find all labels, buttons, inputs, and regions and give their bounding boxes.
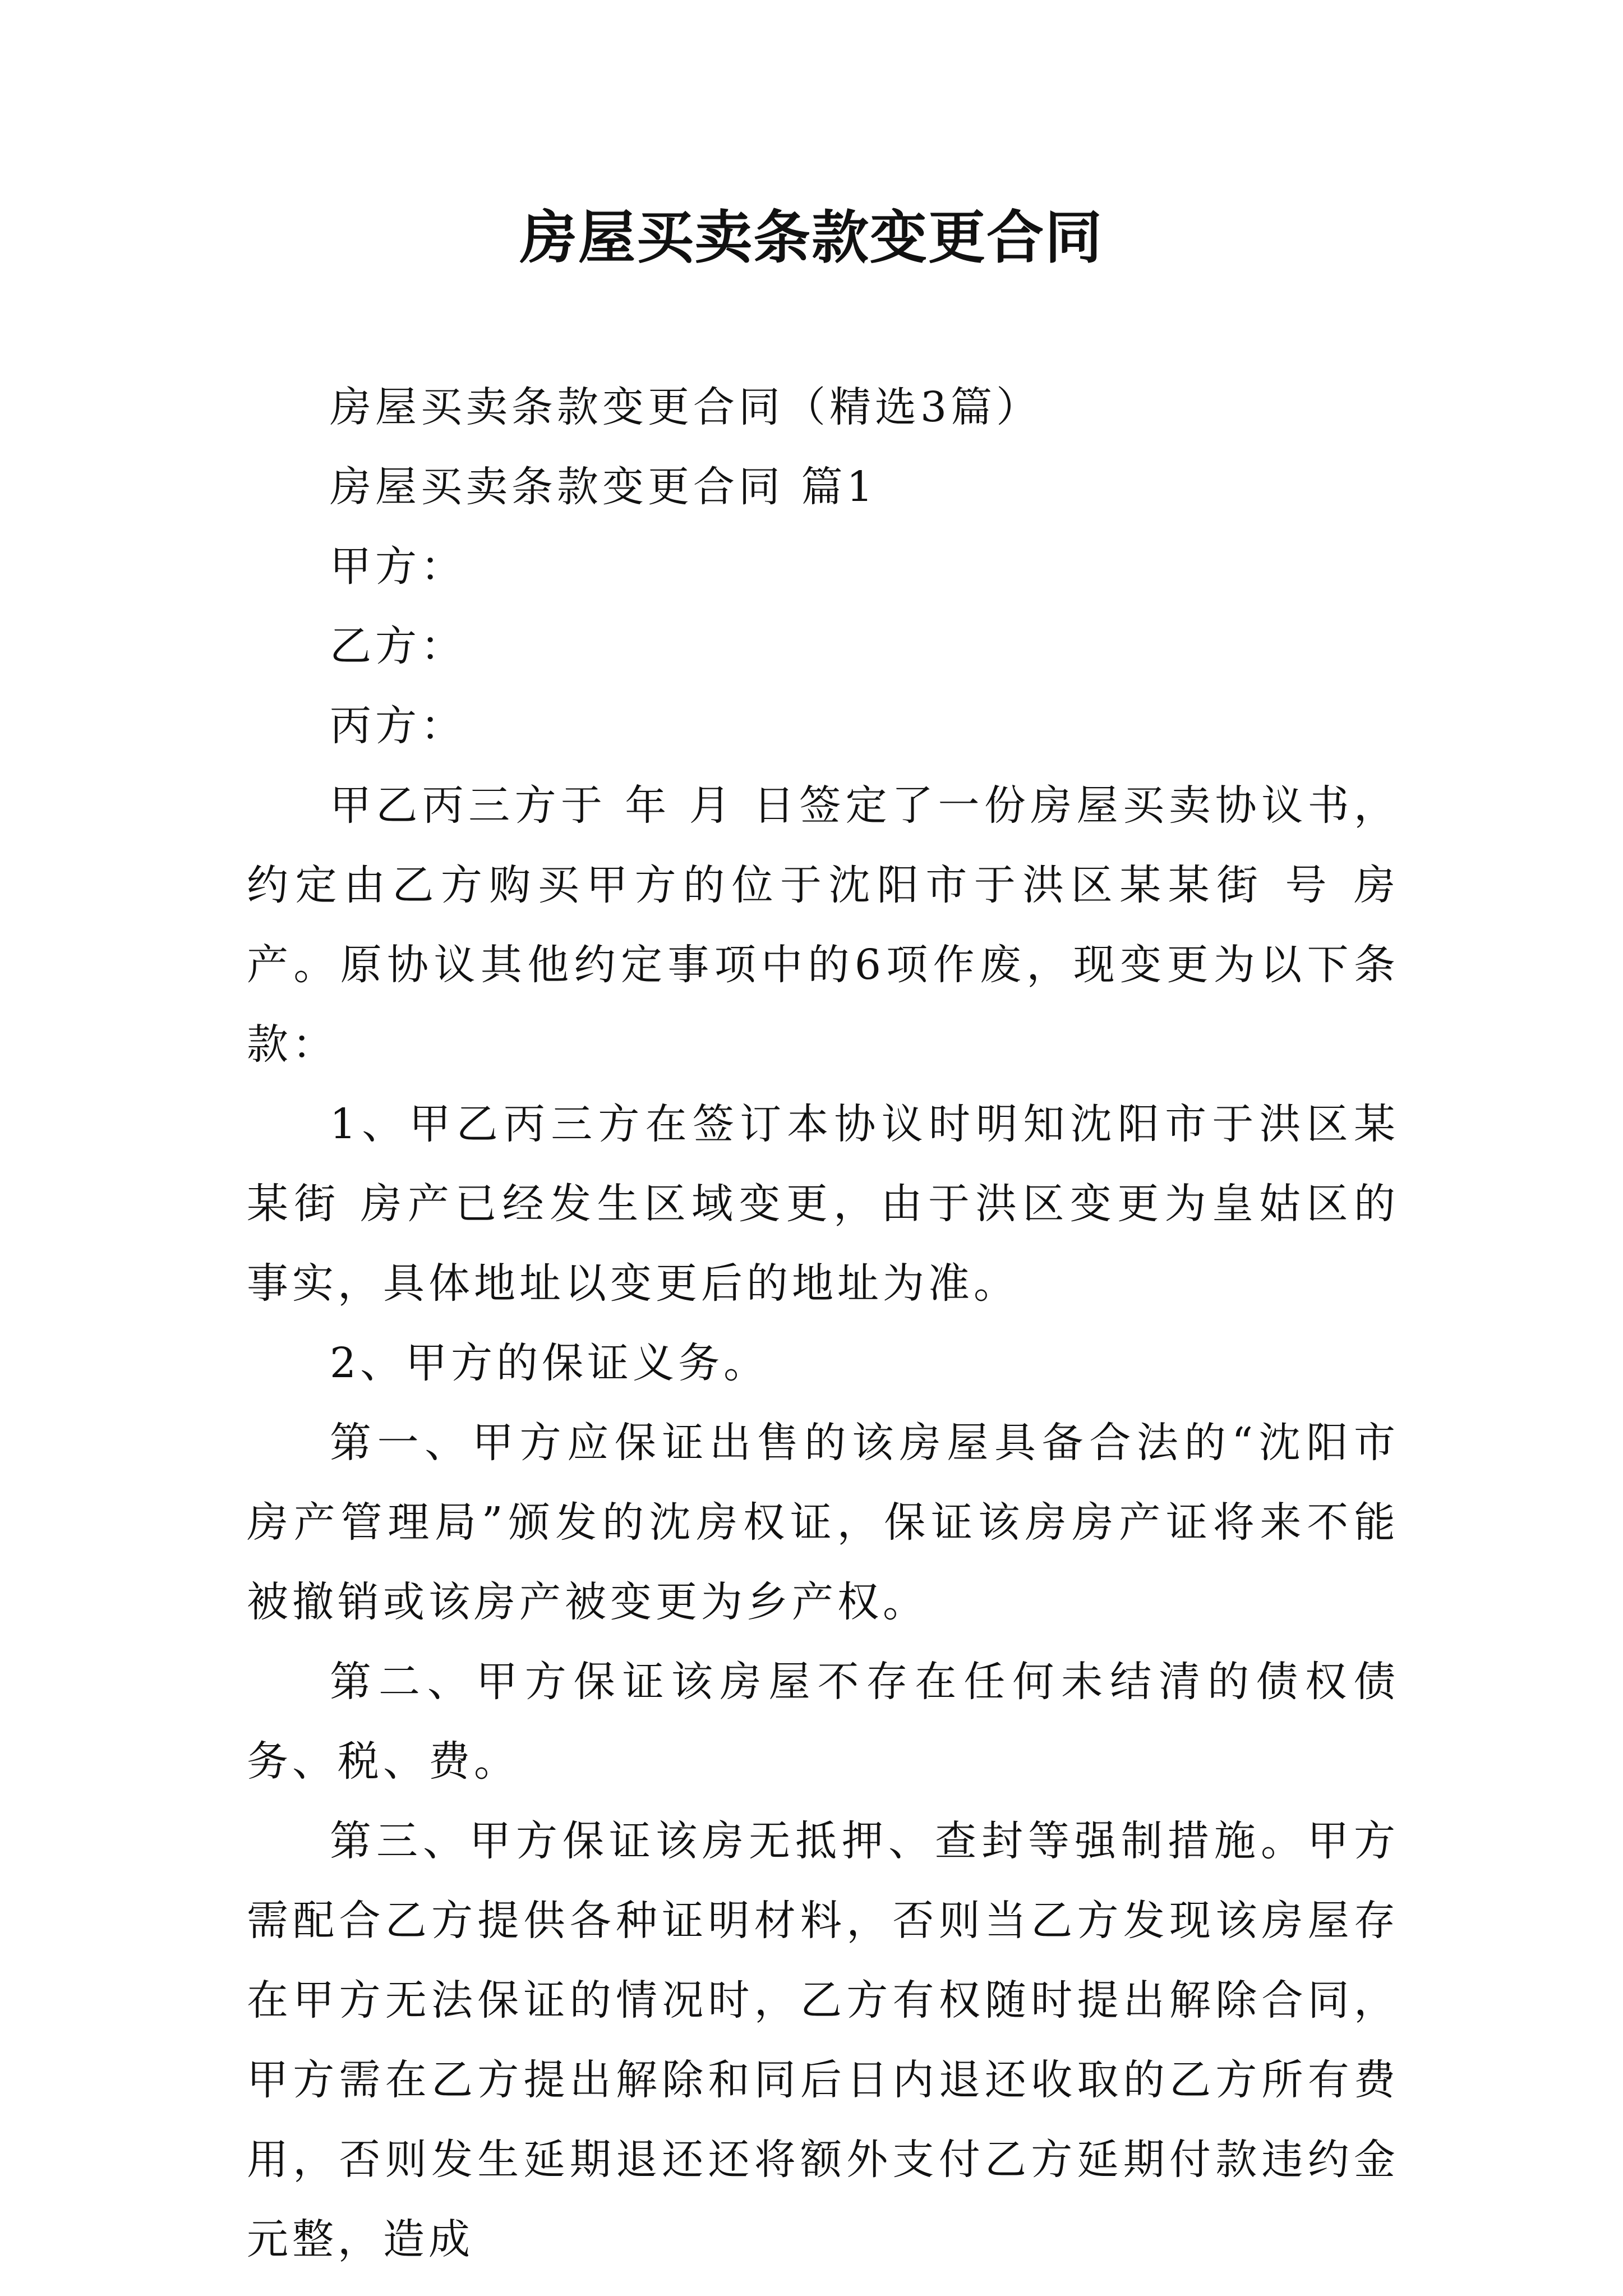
party-a-line: 甲方： (330, 542, 466, 591)
section-heading: 房屋买卖条款变更合同 篇1 (330, 463, 877, 511)
doc-subtitle: 房屋买卖条款变更合同（精选3篇） (330, 383, 1042, 431)
document-title: 房屋买卖条款变更合同 (520, 205, 1103, 272)
party-b-line: 乙方： (330, 622, 466, 670)
paragraph-clause-2: 2、甲方的保证义务。 (330, 1339, 769, 1387)
paragraph-guarantee-3: 第三、甲方保证该房无抵押、查封等强制措施。甲方需配合乙方提供各种证明材料，否则当乙方发现该房屋存在甲方无法保证的情况时，乙方有权随时提出解除合同，甲方需在乙方提出解除和同后日内退还收取的乙方所有费用，否则发生延期退还还将额外支付乙方延期付款违约金元整，造成 (247, 1817, 1399, 2263)
party-c-line: 丙方： (330, 702, 466, 750)
document-body (247, 367, 1399, 2279)
paragraph-guarantee-1: 第一、甲方应保证出售的该房屋具备合法的“沈阳市房产管理局”颁发的沈房权证，保证该房房产证将来不能被撤销或该房产被变更为乡产权。 (247, 1419, 1399, 1626)
paragraph-intro: 甲乙丙三方于 年 月 日签定了一份房屋买卖协议书，约定由乙方购买甲方的位于沈阳市于洪区某某街 号 房产。原协议其他约定事项中的6项作废，现变更为以下条款： (247, 781, 1399, 1069)
paragraph-clause-1: 1、甲乙丙三方在签订本协议时明知沈阳市于洪区某某街 房产已经发生区域变更，由于洪区变更为皇姑区的事实，具体地址以变更后的地址为准。 (247, 1100, 1399, 1308)
paragraph-guarantee-2: 第二、甲方保证该房屋不存在任何未结清的债权债务、税、费。 (247, 1658, 1399, 1786)
